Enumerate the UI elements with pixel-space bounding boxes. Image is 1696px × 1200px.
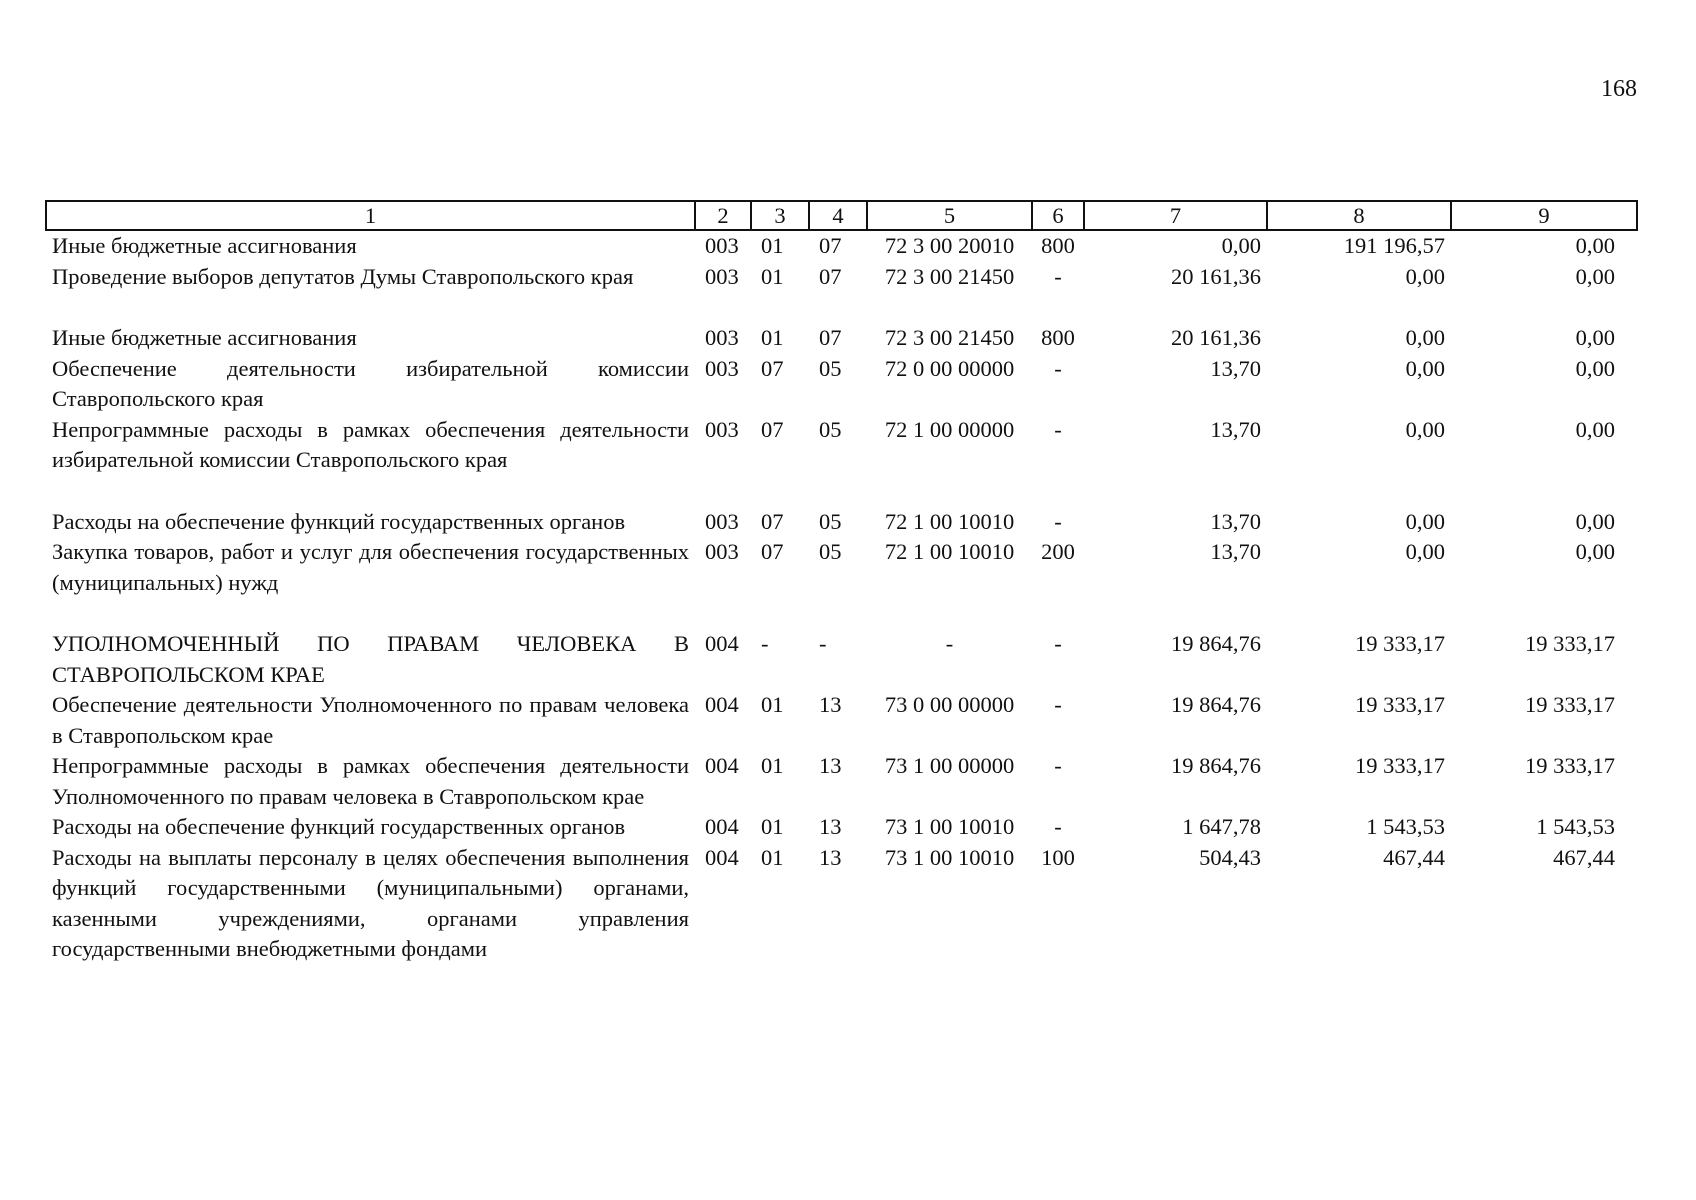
col-4-cell: 07 — [819, 325, 842, 350]
col-5-cell: 73 0 00 00000 — [884, 692, 1015, 717]
header-row — [46, 201, 1637, 230]
col-8-cell: 467,44 — [1383, 844, 1445, 870]
col-9-cell: 19 333,17 — [1525, 753, 1615, 778]
table-row — [46, 262, 1637, 324]
table-row — [46, 230, 1637, 262]
col-2-cell: 004 — [705, 753, 739, 778]
col-4-cell: - — [819, 631, 827, 656]
col-5-cell: 72 3 00 20010 — [884, 233, 1015, 258]
col-2-cell: 004 — [705, 844, 739, 870]
col-8-cell: 191 196,57 — [1343, 233, 1445, 258]
col-7-cell: 13,70 — [1210, 508, 1261, 534]
col-3-cell: 07 — [761, 508, 784, 534]
col-7-cell: 19 864,76 — [1171, 692, 1261, 717]
col-3-cell: 01 — [761, 844, 784, 870]
col-9-cell: 1 543,53 — [1536, 814, 1615, 839]
col-4-cell: 07 — [819, 263, 842, 289]
column-header-8: 8 — [1267, 201, 1451, 230]
page-number: 168 — [1601, 76, 1637, 102]
col-7-cell: 20 161,36 — [1171, 325, 1261, 350]
col-4-cell: 05 — [819, 355, 842, 381]
table-row — [46, 354, 1637, 415]
table-row — [46, 537, 1637, 629]
table-row — [46, 415, 1637, 507]
col-6-cell: - — [1054, 814, 1062, 839]
col-4-cell: 05 — [819, 539, 842, 564]
col-3-cell: - — [761, 631, 769, 656]
row-name: Расходы на обеспечение функций государственных органов — [52, 814, 626, 839]
col-3-cell: 01 — [761, 692, 784, 717]
col-5-cell: 73 1 00 00000 — [884, 753, 1015, 778]
col-8-cell: 19 333,17 — [1355, 692, 1445, 717]
col-8-cell: 0,00 — [1405, 355, 1445, 381]
col-9-cell: 0,00 — [1575, 325, 1615, 350]
col-2-cell: 003 — [705, 325, 739, 350]
col-7-cell: 504,43 — [1199, 844, 1261, 870]
col-5-cell: 72 1 00 00000 — [884, 416, 1015, 442]
col-6-cell: - — [1054, 631, 1062, 656]
table-row — [46, 323, 1637, 354]
col-2-cell: 003 — [705, 416, 739, 442]
row-name: Закупка товаров, работ и услуг для обеспечения государственных (муниципальных) нужд — [52, 539, 689, 595]
col-6-cell: - — [1054, 263, 1062, 289]
table-row — [46, 629, 1637, 690]
col-5-cell: 73 1 00 10010 — [884, 814, 1015, 839]
col-3-cell: 01 — [761, 325, 784, 350]
row-name: Обеспечение деятельности избирательной комиссии Ставропольского края — [52, 355, 689, 411]
col-6-cell: 100 — [1041, 844, 1075, 870]
col-6-cell: - — [1054, 508, 1062, 534]
table-body — [46, 230, 1637, 965]
table-row — [46, 751, 1637, 812]
col-4-cell: 13 — [819, 814, 842, 839]
row-name: УПОЛНОМОЧЕННЫЙ ПО ПРАВАМ ЧЕЛОВЕКА В СТАВРОПОЛЬСКОМ КРАЕ — [52, 631, 689, 687]
col-8-cell: 0,00 — [1405, 263, 1445, 289]
col-7-cell: 19 864,76 — [1171, 753, 1261, 778]
col-9-cell: 0,00 — [1575, 508, 1615, 534]
col-4-cell: 13 — [819, 692, 842, 717]
col-6-cell: - — [1054, 355, 1062, 381]
col-6-cell: 800 — [1041, 325, 1075, 350]
col-4-cell: 05 — [819, 416, 842, 442]
col-8-cell: 0,00 — [1405, 508, 1445, 534]
col-7-cell: 1 647,78 — [1182, 814, 1261, 839]
col-9-cell: 19 333,17 — [1525, 692, 1615, 717]
row-name: Иные бюджетные ассигнования — [52, 233, 357, 258]
col-2-cell: 003 — [705, 355, 739, 381]
col-9-cell: 0,00 — [1575, 355, 1615, 381]
col-2-cell: 003 — [705, 508, 739, 534]
budget-table — [45, 200, 1638, 965]
col-9-cell: 467,44 — [1553, 844, 1615, 870]
col-2-cell: 003 — [705, 233, 739, 258]
col-9-cell: 19 333,17 — [1525, 631, 1615, 656]
col-7-cell: 19 864,76 — [1171, 631, 1261, 656]
row-name: Расходы на обеспечение функций государственных органов — [52, 508, 626, 534]
col-3-cell: 01 — [761, 263, 784, 289]
row-name: Обеспечение деятельности Уполномоченного по правам человека в Ставропольском крае — [52, 692, 689, 748]
col-9-cell: 0,00 — [1575, 416, 1615, 442]
col-8-cell: 19 333,17 — [1355, 753, 1445, 778]
row-name: Расходы на выплаты персоналу в целях обеспечения выполнения функций государственными (муниципальными) органами, казенными учреждениями, органами управления государственными внебюджетными фондами — [52, 844, 689, 961]
col-4-cell: 05 — [819, 508, 842, 534]
column-header-7: 7 — [1084, 201, 1267, 230]
col-5-cell: 73 1 00 10010 — [884, 844, 1015, 870]
col-2-cell: 004 — [705, 692, 739, 717]
table-row — [46, 507, 1637, 538]
col-4-cell: 07 — [819, 233, 842, 258]
table-row — [46, 843, 1637, 965]
col-5-cell: 72 3 00 21450 — [884, 263, 1015, 289]
col-3-cell: 01 — [761, 233, 784, 258]
col-9-cell: 0,00 — [1575, 263, 1615, 289]
col-3-cell: 07 — [761, 416, 784, 442]
col-2-cell: 004 — [705, 631, 739, 656]
col-8-cell: 0,00 — [1405, 539, 1445, 564]
col-7-cell: 13,70 — [1210, 416, 1261, 442]
table-row — [46, 812, 1637, 843]
col-8-cell: 0,00 — [1405, 416, 1445, 442]
col-5-cell: 72 1 00 10010 — [884, 539, 1015, 564]
col-7-cell: 20 161,36 — [1171, 263, 1261, 289]
col-5-cell: 72 1 00 10010 — [884, 508, 1015, 534]
row-name: Непрограммные расходы в рамках обеспечения деятельности Уполномоченного по правам человека в Ставропольском крае — [52, 753, 689, 809]
col-3-cell: 01 — [761, 814, 784, 839]
row-name: Проведение выборов депутатов Думы Ставропольского края — [52, 263, 634, 289]
column-header-3: 3 — [751, 201, 809, 230]
column-header-5: 5 — [867, 201, 1032, 230]
col-2-cell: 004 — [705, 814, 739, 839]
row-name: Непрограммные расходы в рамках обеспечения деятельности избирательной комиссии Ставропольского края — [52, 416, 689, 472]
col-7-cell: 0,00 — [1221, 233, 1261, 258]
col-6-cell: 200 — [1041, 539, 1075, 564]
col-9-cell: 0,00 — [1575, 539, 1615, 564]
col-6-cell: - — [1054, 416, 1062, 442]
column-header-9: 9 — [1451, 201, 1637, 230]
col-3-cell: 07 — [761, 539, 784, 564]
column-header-4: 4 — [809, 201, 867, 230]
col-5-cell: - — [945, 631, 954, 656]
table-row — [46, 690, 1637, 751]
column-header-2: 2 — [695, 201, 751, 230]
col-6-cell: 800 — [1041, 233, 1075, 258]
table-header — [46, 201, 1637, 230]
col-5-cell: 72 3 00 21450 — [884, 325, 1015, 350]
col-2-cell: 003 — [705, 263, 739, 289]
col-3-cell: 01 — [761, 753, 784, 778]
col-7-cell: 13,70 — [1210, 539, 1261, 564]
col-6-cell: - — [1054, 692, 1062, 717]
column-header-1: 1 — [46, 201, 695, 230]
col-9-cell: 0,00 — [1575, 233, 1615, 258]
col-7-cell: 13,70 — [1210, 355, 1261, 381]
col-6-cell: - — [1054, 753, 1062, 778]
col-5-cell: 72 0 00 00000 — [884, 355, 1015, 381]
col-8-cell: 1 543,53 — [1366, 814, 1445, 839]
col-4-cell: 13 — [819, 844, 842, 870]
column-header-6: 6 — [1032, 201, 1084, 230]
col-8-cell: 0,00 — [1405, 325, 1445, 350]
row-name: Иные бюджетные ассигнования — [52, 325, 357, 350]
col-3-cell: 07 — [761, 355, 784, 381]
col-8-cell: 19 333,17 — [1355, 631, 1445, 656]
col-2-cell: 003 — [705, 539, 739, 564]
col-4-cell: 13 — [819, 753, 842, 778]
